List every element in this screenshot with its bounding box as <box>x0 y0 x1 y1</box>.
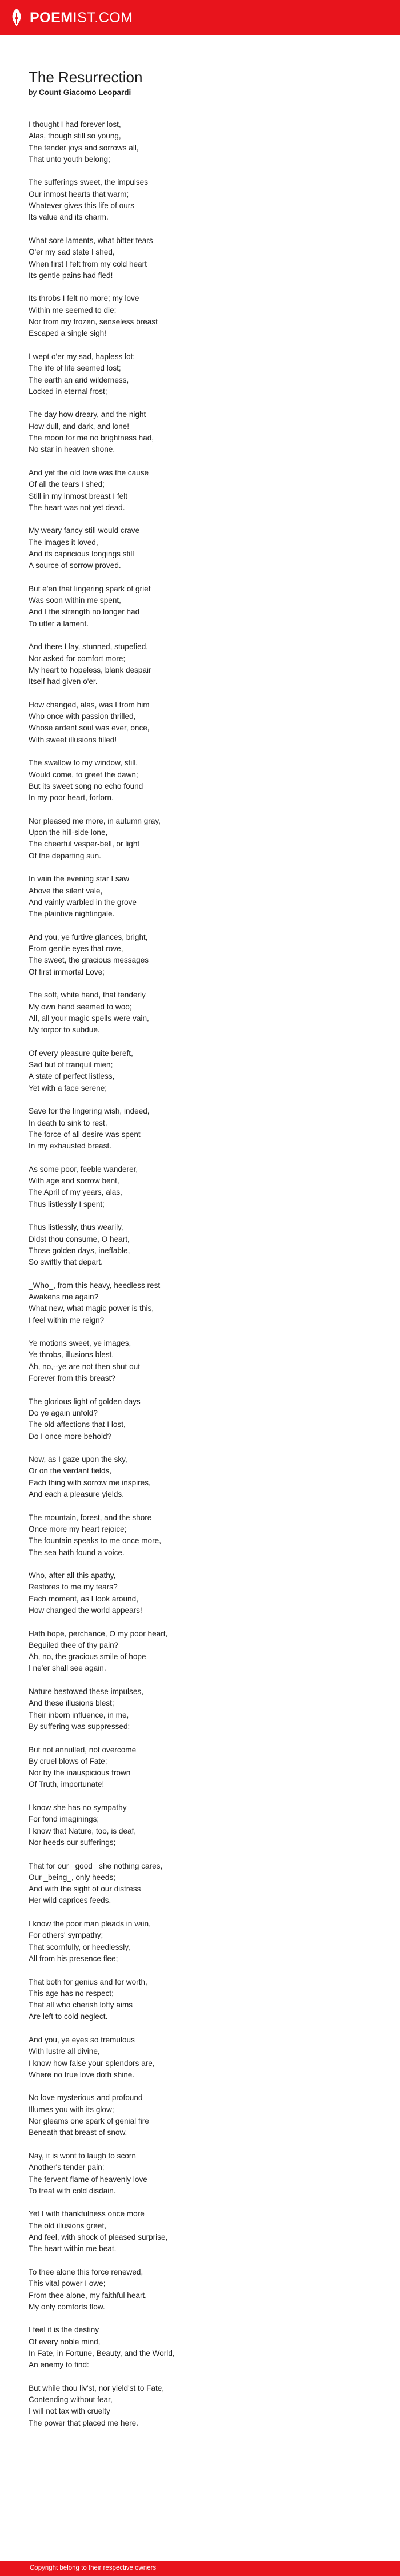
poem-line: By cruel blows of Fate; <box>29 1756 107 1766</box>
poem-stanza <box>29 2150 371 2197</box>
poem-line: The soft, white hand, that tenderly <box>29 991 146 1000</box>
poem-title: The Resurrection <box>29 69 143 86</box>
poem-line: The April of my years, alas, <box>29 1188 122 1197</box>
poem-line: In vain the evening star I saw <box>29 874 130 884</box>
poem-stanza <box>29 1570 371 1616</box>
poem-line: The day how dreary, and the night <box>29 410 146 419</box>
poem-line: The heart was not yet dead. <box>29 503 125 512</box>
poem-line: Their inborn influence, in me, <box>29 1710 129 1719</box>
poem-line: Didst thou consume, O heart, <box>29 1234 130 1243</box>
poem-line: Nor asked for comfort more; <box>29 654 126 663</box>
poem-line: And I the strength no longer had <box>29 607 140 617</box>
poem-line: My heart to hopeless, blank despair <box>29 665 151 674</box>
poem-stanza <box>29 1338 371 1384</box>
poem-line: Ye throbs, illusions blest, <box>29 1350 114 1359</box>
poem-line: So swiftly that depart. <box>29 1258 103 1267</box>
poem-line: Its value and its charm. <box>29 213 109 222</box>
poem-stanza <box>29 1918 371 1965</box>
poem-line: Nature bestowed these impulses, <box>29 1687 143 1696</box>
poem-line: Whatever gives this life of ours <box>29 201 135 210</box>
poem-line: But its sweet song no echo found <box>29 781 143 790</box>
poem-line: Its gentle pains had fled! <box>29 271 113 280</box>
poem-line: Ah, no,--ye are not then shut out <box>29 1362 140 1371</box>
site-logo-text: POEMIST.COM <box>30 9 133 26</box>
poem-stanza <box>29 1396 371 1442</box>
poem-stanza <box>29 1106 371 1152</box>
poem-line: The power that placed me here. <box>29 2418 138 2427</box>
poem-line: Alas, though still so young, <box>29 132 121 141</box>
poem-line: Nor heeds our sufferings; <box>29 1838 116 1847</box>
poem-line: And each a pleasure yields. <box>29 1490 125 1499</box>
poem-line: What new, what magic power is this, <box>29 1304 154 1313</box>
poem-line: Was soon within me spent, <box>29 596 121 605</box>
poem-line: Yet with a face serene; <box>29 1083 107 1092</box>
poem-stanza <box>29 699 371 746</box>
poem-line: Awakens me again? <box>29 1292 99 1301</box>
poem-line: Sad but of tranquil mien; <box>29 1060 113 1070</box>
poem-line: The sea hath found a voice. <box>29 1548 125 1557</box>
poem-line: Or on the verdant fields, <box>29 1466 112 1476</box>
poem-line: But not annulled, not overcome <box>29 1745 137 1754</box>
poem-stanza <box>29 2208 371 2255</box>
poem-line: The old affections that I lost, <box>29 1420 126 1429</box>
poem-line: All from his presence flee; <box>29 1954 118 1963</box>
poem-line: From gentle eyes that rove, <box>29 944 123 953</box>
poem-line: No love mysterious and profound <box>29 2093 143 2102</box>
poem-line: Still in my inmost breast I felt <box>29 491 127 500</box>
poem-stanza <box>29 351 371 397</box>
poem-line: Who, after all this apathy, <box>29 1571 116 1580</box>
poem-line: Our _being_, only heeds; <box>29 1873 115 1882</box>
poem-body <box>29 119 371 2440</box>
poem-line: How changed, alas, was I from him <box>29 700 150 709</box>
poem-line: Those golden days, ineffable, <box>29 1246 130 1255</box>
poem-line: Nay, it is wont to laugh to scorn <box>29 2151 136 2160</box>
poem-stanza <box>29 525 371 571</box>
poem-line: But while thou liv'st, nor yield'st to Fate, <box>29 2383 165 2392</box>
poem-line: Upon the hill-side lone, <box>29 828 108 837</box>
poem-line: I feel it is the destiny <box>29 2325 99 2335</box>
poem-line: The sufferings sweet, the impulses <box>29 178 149 187</box>
poem-stanza <box>29 467 371 514</box>
poem-stanza <box>29 816 371 862</box>
poem-line: Of all the tears I shed; <box>29 480 105 489</box>
poem-line: Whose ardent soul was ever, once, <box>29 723 150 733</box>
poem-line: And you, ye furtive glances, bright, <box>29 932 148 941</box>
poem-line: What sore laments, what bitter tears <box>29 236 153 245</box>
poem-line: When first I felt from my cold heart <box>29 259 147 268</box>
poem-line: No star in heaven shone. <box>29 445 115 454</box>
poem-line: Where no true love doth shine. <box>29 2070 135 2079</box>
poem-line: And vainly warbled in the grove <box>29 897 137 907</box>
poem-line: I will not tax with cruelty <box>29 2407 110 2416</box>
poem-line: Thus listlessly, thus wearily, <box>29 1223 123 1232</box>
poem-line: My weary fancy still would crave <box>29 526 140 535</box>
poem-line: And you, ye eyes so tremulous <box>29 2035 135 2044</box>
poem-line: In my poor heart, forlorn. <box>29 793 114 802</box>
poem-line: I wept o'er my sad, hapless lot; <box>29 352 135 361</box>
poem-stanza <box>29 989 371 1036</box>
poem-line: Her wild caprices feeds. <box>29 1896 111 1905</box>
poem-line: Are left to cold neglect. <box>29 2012 108 2021</box>
poem-line: And its capricious longings still <box>29 549 134 558</box>
site-header <box>0 0 400 35</box>
poem-line: I know she has no sympathy <box>29 1803 127 1812</box>
poem-line: Restores to me my tears? <box>29 1583 118 1592</box>
poem-stanza <box>29 119 371 165</box>
poem-line: Thus listlessly I spent; <box>29 1199 105 1209</box>
byline-prefix: by <box>29 88 37 97</box>
poem-line: The tender joys and sorrows all, <box>29 143 139 152</box>
poem-line: This age has no respect; <box>29 1989 114 1998</box>
poem-line: Of every pleasure quite bereft, <box>29 1048 133 1058</box>
poem-line: Do ye again unfold? <box>29 1408 98 1417</box>
poem-stanza <box>29 2092 371 2138</box>
poem-line: Save for the lingering wish, indeed, <box>29 1107 150 1116</box>
poem-line: The fountain speaks to me once more, <box>29 1536 161 1545</box>
poem-line: The mountain, forest, and the shore <box>29 1513 152 1522</box>
poem-stanza <box>29 1628 371 1675</box>
poem-line: Beguiled thee of thy pain? <box>29 1640 119 1649</box>
poem-line: But e'en that lingering spark of grief <box>29 584 151 593</box>
poem-line: Who once with passion thrilled, <box>29 712 136 721</box>
poem-line: Each moment, as I look around, <box>29 1594 138 1603</box>
poem-line: Of every noble mind, <box>29 2337 101 2346</box>
poem-line: The sweet, the gracious messages <box>29 956 149 965</box>
poem-line: Its throbs I felt no more; my love <box>29 294 139 303</box>
poem-line: With sweet illusions filled! <box>29 735 117 744</box>
poem-line: I know the poor man pleads in vain, <box>29 1919 151 1929</box>
poem-line: The fervent flame of heavenly love <box>29 2175 147 2184</box>
poem-line: Locked in eternal frost; <box>29 387 107 396</box>
poem-line: I know that Nature, too, is deaf, <box>29 1826 137 1835</box>
poem-line: Would come, to greet the dawn; <box>29 770 138 779</box>
poem-stanza <box>29 2324 371 2371</box>
poem-line: An enemy to find: <box>29 2360 89 2370</box>
poem-stanza <box>29 873 371 920</box>
quill-pen-icon <box>9 8 24 27</box>
poem-stanza <box>29 641 371 687</box>
poem-line: That scornfully, or heedlessly, <box>29 1942 130 1951</box>
poem-line: The swallow to my window, still, <box>29 758 138 768</box>
poem-stanza <box>29 932 371 978</box>
poem-stanza <box>29 1512 371 1559</box>
poem-line: With lustre all divine, <box>29 2047 100 2056</box>
poem-line: How dull, and dark, and lone! <box>29 422 130 431</box>
poem-line: The images it loved, <box>29 538 98 547</box>
poem-byline <box>29 88 131 97</box>
poem-line: Once more my heart rejoice; <box>29 1524 127 1533</box>
poem-line: To thee alone this force renewed, <box>29 2267 143 2276</box>
poem-line: Nor by the inauspicious frown <box>29 1768 131 1778</box>
poem-line: Nor pleased me more, in autumn gray, <box>29 816 161 825</box>
poem-line: The heart within me beat. <box>29 2244 117 2253</box>
poem-line: I ne'er shall see again. <box>29 1664 106 1673</box>
poem-stanza <box>29 2267 371 2313</box>
poem-stanza <box>29 409 371 455</box>
poem-line: The life of life seemed lost; <box>29 364 121 373</box>
poem-line: To treat with cold disdain. <box>29 2186 116 2195</box>
poem-line: Do I once more behold? <box>29 1432 112 1441</box>
poem-line: This vital power I owe; <box>29 2279 106 2288</box>
poem-line: And there I lay, stunned, stupefied, <box>29 642 149 651</box>
poem-line: In Fate, in Fortune, Beauty, and the World, <box>29 2349 175 2358</box>
poem-line: My only comforts flow. <box>29 2302 105 2311</box>
poem-line: A source of sorrow proved. <box>29 561 121 570</box>
poem-line: The glorious light of golden days <box>29 1397 141 1406</box>
poem-line: For fond imaginings; <box>29 1815 99 1824</box>
poem-stanza <box>29 1164 371 1210</box>
poem-line: Illumes you with its glow; <box>29 2105 114 2114</box>
poem-stanza <box>29 1744 371 1791</box>
poem-stanza <box>29 757 371 804</box>
poem-line: Another's tender pain; <box>29 2163 105 2172</box>
poem-line: With age and sorrow bent, <box>29 1176 119 1186</box>
poem-line: To utter a lament. <box>29 619 89 628</box>
poem-line: The old illusions greet, <box>29 2221 107 2230</box>
poem-line: Of the departing sun. <box>29 851 101 860</box>
poem-line: The moon for me no brightness had, <box>29 434 154 443</box>
poem-line: Itself had given o'er. <box>29 677 98 686</box>
poem-stanza <box>29 1280 371 1326</box>
poem-line: Hath hope, perchance, O my poor heart, <box>29 1629 168 1638</box>
poem-line: And feel, with shock of pleased surprise, <box>29 2233 168 2242</box>
poem-line: And these illusions blest; <box>29 1699 114 1708</box>
poem-line: Of Truth, importunate! <box>29 1780 105 1789</box>
site-logo[interactable] <box>9 7 133 29</box>
poem-line: And with the sight of our distress <box>29 1885 141 1894</box>
poem-line: How changed the world appears! <box>29 1606 142 1615</box>
poem-stanza <box>29 2383 371 2429</box>
poem-line: Nor gleams one spark of genial fire <box>29 2117 149 2126</box>
poem-line: I feel within me reign? <box>29 1315 105 1325</box>
site-footer <box>0 2561 400 2576</box>
poem-line: In my exhausted breast. <box>29 1142 112 1151</box>
poem-line: The force of all desire was spent <box>29 1130 141 1139</box>
poem-line: By suffering was suppressed; <box>29 1722 130 1731</box>
poem-line: A state of perfect listless, <box>29 1072 115 1081</box>
poem-line: The earth an arid wilderness, <box>29 375 129 384</box>
poem-line: From thee alone, my faithful heart, <box>29 2291 147 2300</box>
poem-line: O'er my sad state I shed, <box>29 248 115 257</box>
poem-stanza <box>29 1454 371 1500</box>
poem-line: That both for genius and for worth, <box>29 1977 147 1986</box>
poem-line: Yet I with thankfulness once more <box>29 2209 145 2219</box>
poem-line: For others' sympathy; <box>29 1931 103 1940</box>
poem-line: Ah, no, the gracious smile of hope <box>29 1652 146 1661</box>
poem-line: The plaintive nightingale. <box>29 909 115 919</box>
poem-line: Beneath that breast of snow. <box>29 2128 127 2137</box>
poem-stanza <box>29 235 371 281</box>
poem-line: All, all your magic spells were vain, <box>29 1013 149 1023</box>
poem-line: Escaped a single sigh! <box>29 329 107 338</box>
poem-line: My torpor to subdue. <box>29 1025 100 1035</box>
poem-line: I thought I had forever lost, <box>29 120 121 129</box>
poem-line: Ye motions sweet, ye images, <box>29 1339 131 1348</box>
poem-line: My own hand seemed to woo; <box>29 1002 132 1011</box>
poem-stanza <box>29 293 371 339</box>
poem-line: That unto youth belong; <box>29 154 110 164</box>
poem-line: Within me seemed to die; <box>29 305 117 315</box>
poem-author[interactable]: Count Giacomo Leopardi <box>39 88 131 97</box>
poem-stanza <box>29 1802 371 1848</box>
poem-line: Of first immortal Love; <box>29 967 105 976</box>
poem-line: Our inmost hearts that warm; <box>29 189 129 198</box>
poem-line: That all who cherish lofty aims <box>29 2001 133 2010</box>
poem-line: In death to sink to rest, <box>29 1118 107 1127</box>
poem-line: I know how false your splendors are, <box>29 2058 155 2068</box>
footer-copyright: Copyright belong to their respective owners <box>30 2565 157 2571</box>
poem-line: Above the silent vale, <box>29 886 103 895</box>
poem-stanza <box>29 1686 371 1732</box>
poem-stanza <box>29 1222 371 1268</box>
poem-line: That for our _good_ she nothing cares, <box>29 1861 163 1870</box>
poem-line: As some poor, feeble wanderer, <box>29 1164 138 1174</box>
poem-line: The cheerful vesper-bell, or light <box>29 840 140 849</box>
poem-stanza <box>29 2034 371 2081</box>
poem-stanza <box>29 177 371 223</box>
poem-line: Each thing with sorrow me inspires, <box>29 1478 151 1487</box>
poem-line: Contending without fear, <box>29 2395 113 2404</box>
poem-line: _Who_, from this heavy, heedless rest <box>29 1281 161 1290</box>
poem-stanza <box>29 583 371 630</box>
poem-line: Now, as I gaze upon the sky, <box>29 1455 127 1464</box>
poem-stanza <box>29 1861 371 1907</box>
poem-line: And yet the old love was the cause <box>29 468 149 477</box>
poem-stanza <box>29 1977 371 2023</box>
poem-line: Nor from my frozen, senseless breast <box>29 317 158 327</box>
poem-stanza <box>29 1048 371 1094</box>
poem-line: Forever from this breast? <box>29 1374 115 1383</box>
